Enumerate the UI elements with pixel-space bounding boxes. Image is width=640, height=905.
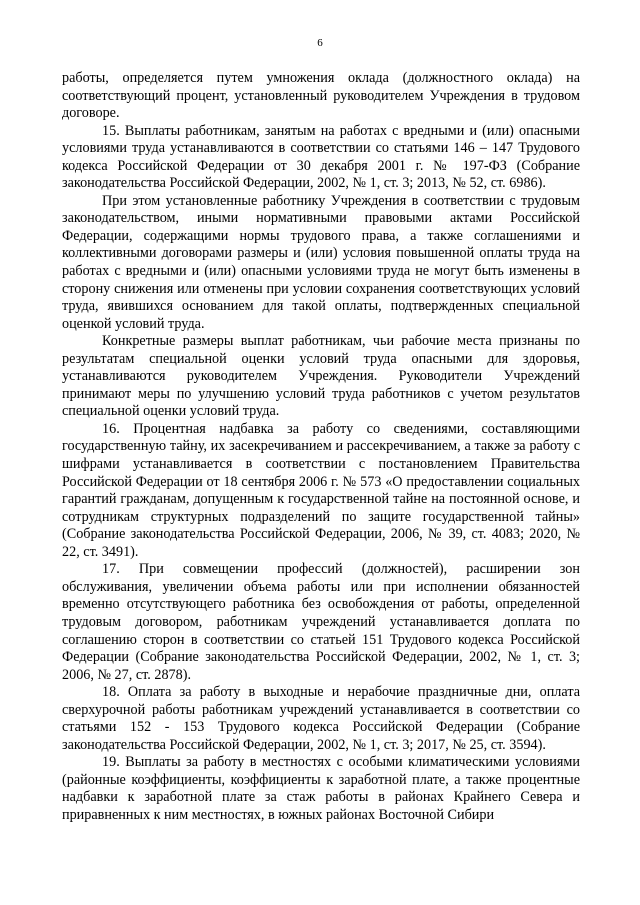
paragraph-specific-amounts: Конкретные размеры выплат работникам, чьи рабочие места признаны по результатам специальной оценки условий труда опасными для здоровья, устанавливаются руководителем Учреждения. Руководители Учреждений принимают меры по улучшению условий труда работников с учетом результатов специальной оценки условий труда. — [62, 333, 580, 420]
paragraph-item-18: 18. Оплата за работу в выходные и нерабочие праздничные дни, оплата сверхурочной работы работникам учреждений устанавливается в соответствии со статьями 152 - 153 Трудового кодекса Российской Федерации (Собрание законодательства Российской Федерации, 2002, № 1, ст. 3; 2017, № 25, ст. 3594). — [62, 684, 580, 753]
paragraph-item-15-note: При этом установленные работнику Учреждения в соответствии с трудовым законодательством, иными нормативными правовыми актами Российской Федерации, содержащими нормы трудового права, а также соглашениями и коллективными договорами размеры и (или) условия повышенной оплаты труда на работах с вредными и (или) опасными условиями труда не могут быть изменены в сторону снижения или отменены при условии сохранения соответствующих условий труда, явившихся основанием для такой оплаты, подтвержденных специальной оценкой условий труда. — [62, 192, 580, 332]
page-number: 6 — [317, 37, 323, 49]
paragraph-item-19: 19. Выплаты за работу в местностях с особыми климатическими условиями (районные коэффициенты, коэффициенты к заработной плате, а также процентные надбавки к заработной плате за стаж работы в районах Крайнего Севера и приравненных к ним местностях, в южных районах Восточной Сибири — [62, 754, 580, 823]
paragraph-continuation: работы, определяется путем умножения оклада (должностного оклада) на соответствующий процент, установленный руководителем Учреждения в трудовом договоре. — [62, 70, 580, 122]
paragraph-item-16: 16. Процентная надбавка за работу со сведениями, составляющими государственную тайну, их засекречиванием и рассекречиванием, а также за работу с шифрами устанавливается в соответствии с постановлением Правительства Российской Федерации от 18 сентября 2006 г. № 573 «О предоставлении социальных гарантий гражданам, допущенным к государственной тайне на постоянной основе, и сотрудникам структурных подразделений по защите государственной тайны» (Собрание законодательства Российской Федерации, 2006, № 39, ст. 4083; 2020, № 22, ст. 3491). — [62, 420, 580, 560]
document-text — [62, 70, 580, 825]
paragraph-item-15: 15. Выплаты работникам, занятым на работах с вредными и (или) опасными условиями труда устанавливаются в соответствии со статьями 146 – 147 Трудового кодекса Российской Федерации от 30 декабря 2001 г. № 197-ФЗ (Собрание законодательства Российской Федерации, 2002, № 1, ст. 3; 2013, № 52, ст. 6986). — [62, 122, 580, 192]
paragraph-item-17: 17. При совмещении профессий (должностей), расширении зон обслуживания, увеличении объема работы или при исполнении обязанностей временно отсутствующего работника без освобождения от работы, определенной трудовым договором, работникам учреждений устанавливается доплата по соглашению сторон в соответствии со статьей 151 Трудового кодекса Российской Федерации (Собрание законодательства Российской Федерации, 2002, № 1, ст. 3; 2006, № 27, ст. 2878). — [62, 561, 580, 683]
